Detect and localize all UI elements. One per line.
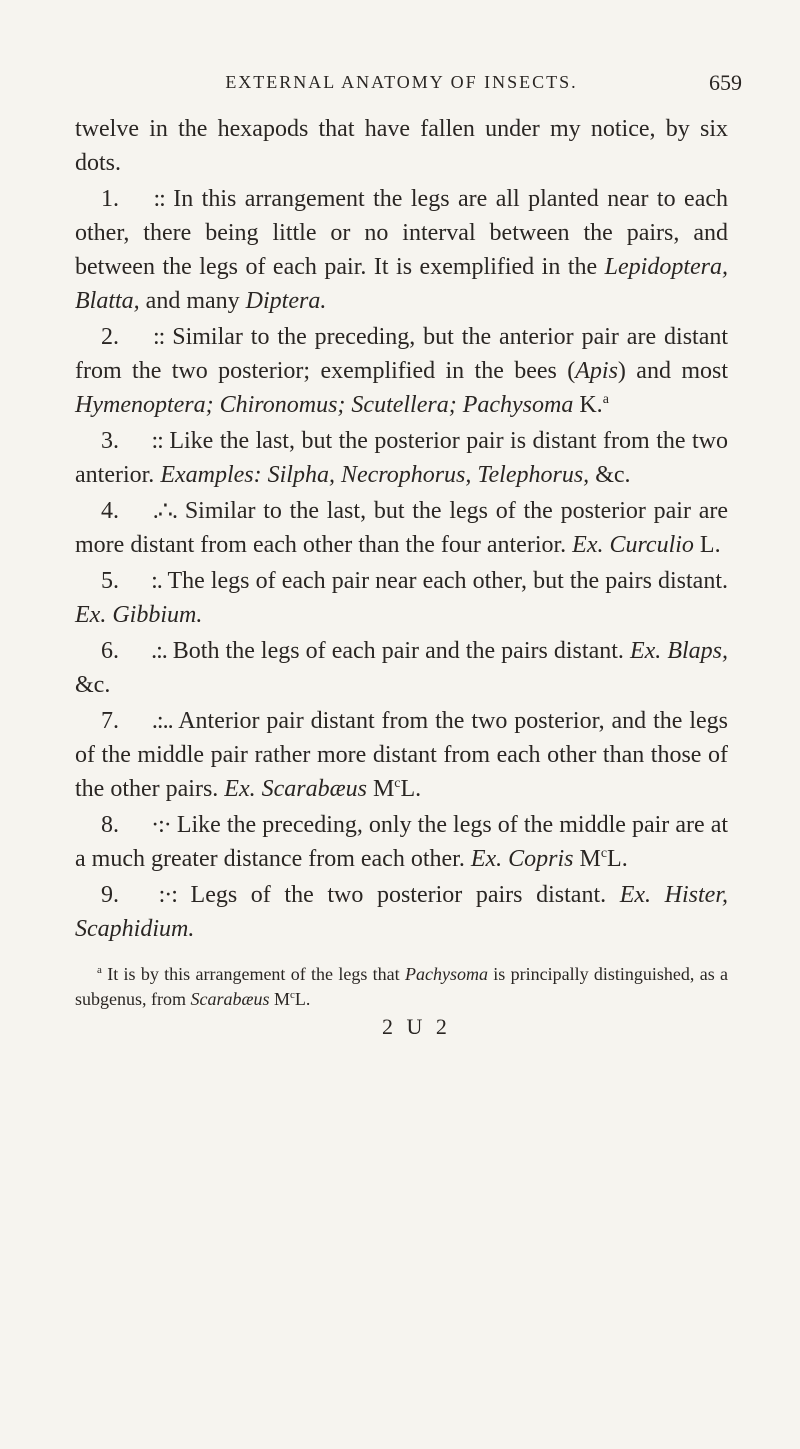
leg-pattern: :. [151, 568, 162, 594]
running-head [75, 70, 742, 112]
item-2: 2. :: Similar to the preceding, but the anterior pair are distant from the two posterior; exemplified in the bees (Apis) and most Hymenoptera; Chironomus; Scutellera; Pachysoma K.$^a$ [75, 320, 728, 422]
item-6: 6. .:. Both the legs of each pair and the pairs distant. Ex. Blaps, &c. [75, 634, 728, 702]
item-4: 4. .∴. Similar to the last, but the legs of the posterior pair are more distant from each other than the four anterior. Ex. Curculio L. [75, 494, 728, 562]
footnote-ref: a [602, 392, 609, 407]
leg-pattern: :: [153, 186, 165, 212]
leg-pattern: :: [152, 324, 165, 350]
item-9: 9. :·: Legs of the two posterior pairs distant. Ex. Hister, Scaphidium. [75, 878, 728, 946]
signature-mark: 2 U 2 [382, 1014, 451, 1039]
leg-pattern: :: [151, 428, 163, 454]
page-number: 659 [709, 70, 742, 95]
leg-pattern: ·:· [151, 812, 171, 838]
item-7: 7. .:.. Anterior pair distant from the two posterior, and the legs of the middle pair rather more distant from each other than those of the other pairs. Ex. Scarabæus $M^cL$. [75, 704, 728, 806]
leg-pattern: .∴. [152, 498, 178, 524]
leg-pattern: .:.. [151, 708, 173, 734]
page [75, 70, 742, 1040]
intro-paragraph: twelve in the hexapods that have fallen under my notice, by six dots. [75, 116, 728, 176]
leg-pattern: :·: [158, 882, 177, 908]
item-3: 3. :: Like the last, but the posterior pair is distant from the two anterior. Examples: Silpha, Necrophorus, Telephorus, &c. [75, 424, 728, 492]
running-title: EXTERNAL ANATOMY OF INSECTS. [225, 72, 578, 92]
item-1: 1. :: In this arrangement the legs are all planted near to each other, there being little or no interval between the pairs, and between the legs of each pair. It is exemplified in the Lepidoptera, Blatta, and many Diptera. [75, 182, 728, 318]
item-8: 8. ·:· Like the preceding, only the legs of the middle pair are at a much greater distance from each other. Ex. Copris $M^cL$. [75, 808, 728, 876]
footnote: $^a$ It is by this arrangement of the legs that Pachysoma is principally distinguished, as a subgenus, from Scarabæus $M^cL$. [75, 964, 729, 1009]
leg-pattern: .:. [151, 638, 167, 664]
item-5: 5. :. The legs of each pair near each other, but the pairs distant. Ex. Gibbium. [75, 564, 728, 632]
